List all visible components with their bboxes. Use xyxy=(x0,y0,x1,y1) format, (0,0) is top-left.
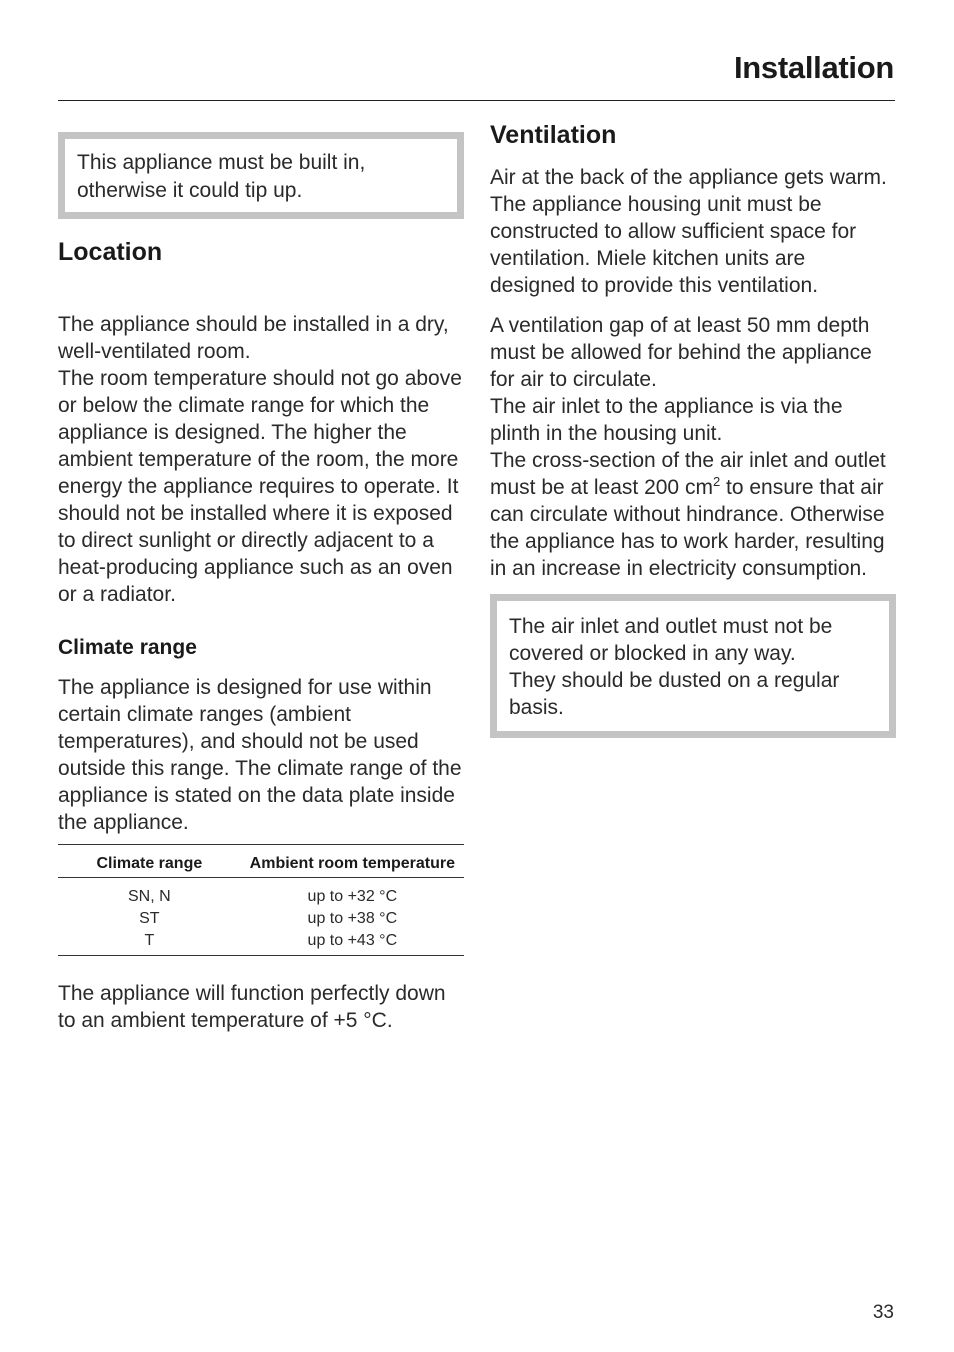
page-title: Installation xyxy=(733,50,894,85)
air-inlet-warning-line-1: The air inlet and outlet must not be covered or blocked in any way. xyxy=(509,615,833,665)
ventilation-paragraph-1: Air at the back of the appliance gets warm. The appliance housing unit must be constructed to allow sufficient space for ventilation. Miele kitchen units are designed to provide this ventilation. xyxy=(490,166,887,297)
table-row xyxy=(58,878,464,909)
table-row xyxy=(58,908,464,930)
table-header-climate-range: Climate range xyxy=(96,855,203,872)
cross-section-text: The cross-section of the air inlet and outlet must be at least 200 cm xyxy=(490,449,886,499)
table-cell-temperature: up to +38 °C xyxy=(307,910,398,927)
minimum-temperature-note: The appliance will function perfectly down to an ambient temperature of +5 °C. xyxy=(58,982,446,1032)
page-number: 33 xyxy=(872,1302,894,1323)
location-paragraph-1: The appliance should be installed in a dry, well-ventilated room. xyxy=(58,313,449,363)
table-header-row xyxy=(58,845,464,878)
ventilation-heading: Ventilation xyxy=(490,121,617,149)
table-header-ambient-temperature: Ambient room temperature xyxy=(249,855,456,872)
air-inlet-warning-box xyxy=(490,594,896,738)
title-divider xyxy=(58,100,895,101)
table-row xyxy=(58,930,464,956)
right-column xyxy=(490,118,896,738)
left-column xyxy=(58,132,464,1034)
climate-range-paragraph: The appliance is designed for use within certain climate ranges (ambient temperatures), and should not be used outside this range. The climate range of the appliance is stated on the data plate inside the appliance. xyxy=(58,676,462,834)
cross-section-text-continued: to ensure that air can circulate without hindrance. Otherwise the appliance has to work harder, resulting in an increase in electricity consumption. xyxy=(490,476,885,580)
table-cell-climate-class: ST xyxy=(139,910,160,927)
ventilation-paragraph-2: A ventilation gap of at least 50 mm depth must be allowed for behind the appliance for air to circulate. xyxy=(490,314,872,391)
climate-range-table xyxy=(58,844,464,956)
location-heading: Location xyxy=(58,238,163,266)
table-cell-temperature: up to +32 °C xyxy=(307,888,398,905)
location-paragraph-2: The room temperature should not go above or below the climate range for which the appliance is designed. The higher the ambient temperature of the room, the more energy the appliance requires to operate. It should not be installed where it is exposed to direct sunlight or directly adjacent to a heat-producing appliance such as an oven or a radiator. xyxy=(58,367,462,606)
table-cell-climate-class: T xyxy=(144,932,155,949)
built-in-warning-text: This appliance must be built in, otherwise it could tip up. xyxy=(77,151,366,202)
table-cell-temperature: up to +43 °C xyxy=(307,932,398,949)
climate-range-heading: Climate range xyxy=(58,636,197,659)
ventilation-paragraph-4 xyxy=(490,447,896,582)
squared-superscript: 2 xyxy=(712,474,721,489)
built-in-warning-box xyxy=(58,132,464,219)
air-inlet-warning-line-2: They should be dusted on a regular basis. xyxy=(509,669,840,719)
table-cell-climate-class: SN, N xyxy=(128,888,171,905)
ventilation-paragraph-3: The air inlet to the appliance is via the plinth in the housing unit. xyxy=(490,395,843,445)
